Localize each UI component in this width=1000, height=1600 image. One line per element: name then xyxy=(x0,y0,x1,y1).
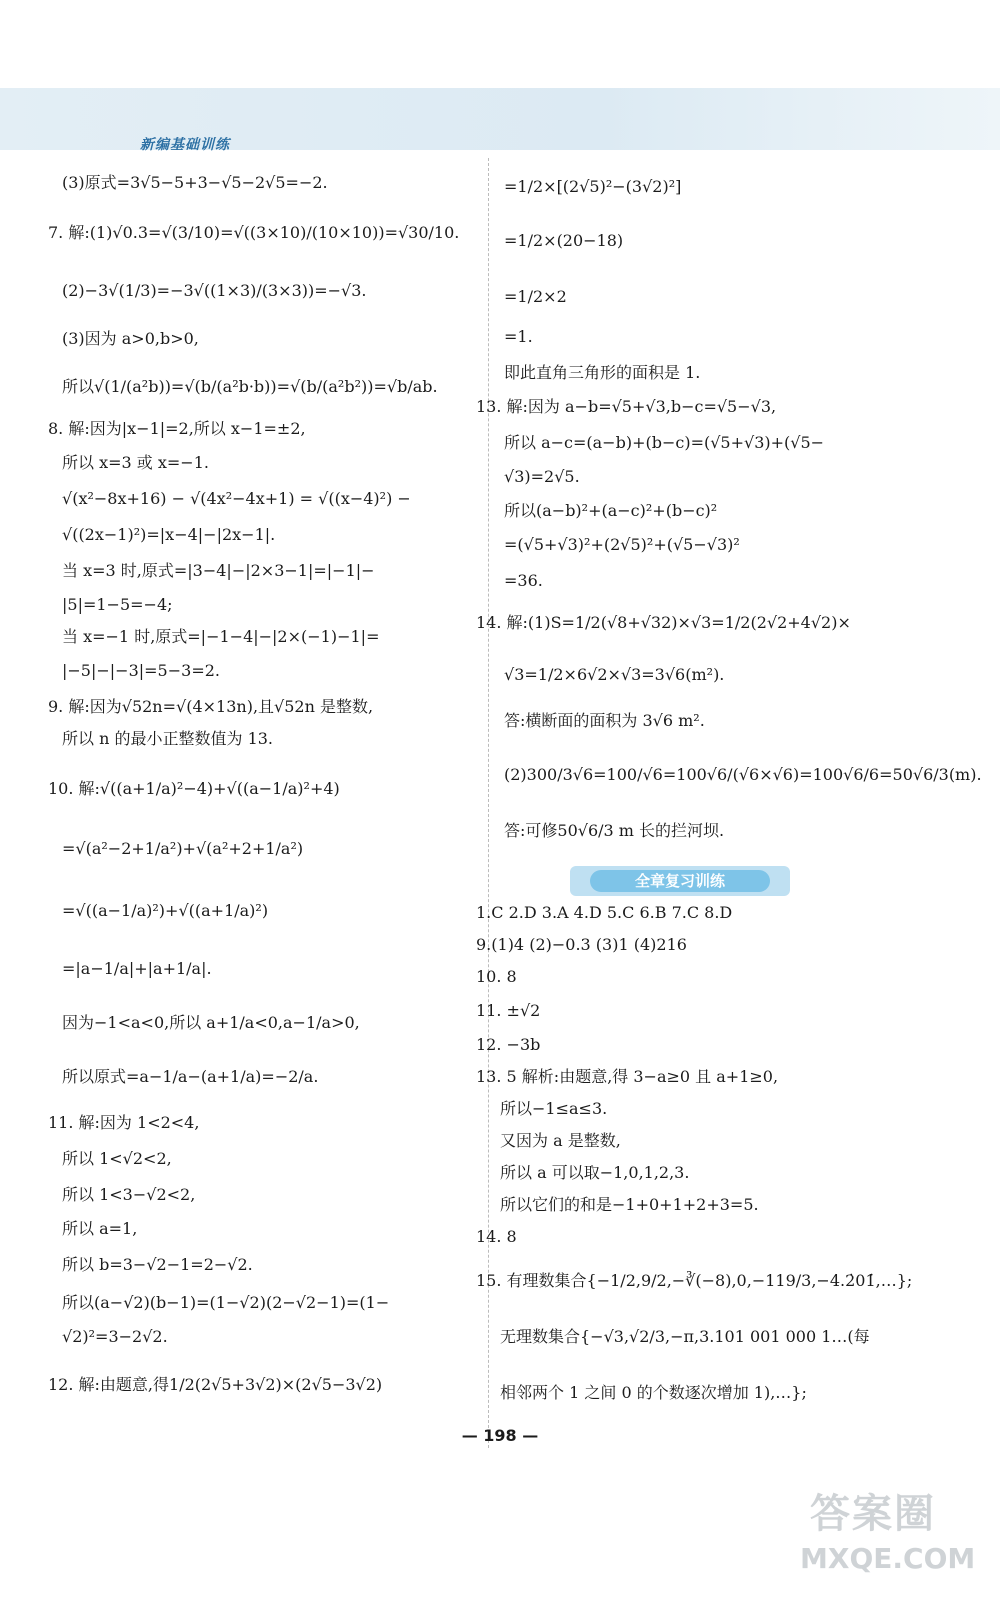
right-line: 14. 解:(1)S=1/2(√8+√32)×√3=1/2(2√2+4√2)× xyxy=(476,613,851,632)
left-line: 9. 解:因为√52n=√(4×13n),且√52n 是整数, xyxy=(48,697,374,716)
right-line: 所以−1≤a≤3. xyxy=(500,1099,608,1118)
left-line: 8. 解:因为|x−1|=2,所以 x−1=±2, xyxy=(48,419,306,438)
right-line: 答:横断面的面积为 3√6 m². xyxy=(504,711,705,730)
right-line: 13. 解:因为 a−b=√5+√3,b−c=√5−√3, xyxy=(476,397,777,416)
right-line: 14. 8 xyxy=(476,1227,517,1246)
column-divider xyxy=(488,158,489,1448)
left-line: (2)−3√(1/3)=−3√((1×3)/(3×3))=−√3. xyxy=(62,281,367,300)
right-line: 相邻两个 1 之间 0 的个数逐次增加 1),…}; xyxy=(500,1383,807,1402)
left-line: 所以 b=3−√2−1=2−√2. xyxy=(62,1255,253,1274)
right-line: 所以 a−c=(a−b)+(b−c)=(√5+√3)+(√5− xyxy=(504,433,825,452)
right-line: =36. xyxy=(504,571,543,590)
left-line: |5|=1−5=−4; xyxy=(62,595,173,614)
right-line: 所以(a−b)²+(a−c)²+(b−c)² xyxy=(504,501,718,520)
left-line: 所以 x=3 或 x=−1. xyxy=(62,453,209,472)
right-line: =1. xyxy=(504,327,533,346)
left-line: 12. 解:由题意,得1/2(2√5+3√2)×(2√5−3√2) xyxy=(48,1375,383,1394)
left-line: 10. 解:√((a+1/a)²−4)+√((a−1/a)²+4) xyxy=(48,779,340,798)
left-line: 所以 1<√2<2, xyxy=(62,1149,172,1168)
right-line: √3=1/2×6√2×√3=3√6(m²). xyxy=(504,665,725,684)
left-line: =√((a−1/a)²)+√((a+1/a)²) xyxy=(62,901,269,920)
left-line: 所以 n 的最小正整数值为 13. xyxy=(62,729,274,748)
left-line: 所以(a−√2)(b−1)=(1−√2)(2−√2−1)=(1− xyxy=(62,1293,390,1312)
left-line: (3)原式=3√5−5+3−√5−2√5=−2. xyxy=(62,173,328,192)
watermark-url: MXQE.COM xyxy=(800,1542,976,1575)
right-line: 15. 有理数集合{−1/2,9/2,−∛(−8),0,−119/3,−4.2̇01̇,…}; xyxy=(476,1271,913,1290)
right-line: 所以它们的和是−1+0+1+2+3=5. xyxy=(500,1195,759,1214)
left-line: 当 x=−1 时,原式=|−1−4|−|2×(−1)−1|= xyxy=(62,627,380,646)
right-line: 11. ±√2 xyxy=(476,1001,541,1020)
left-line: 7. 解:(1)√0.3=√(3/10)=√((3×10)/(10×10))=√30/10. xyxy=(48,223,460,242)
right-line: =1/2×2 xyxy=(504,287,567,306)
right-line: 9.(1)4 (2)−0.3 (3)1 (4)216 xyxy=(476,935,687,954)
watermark-logo: 答案圈 xyxy=(810,1491,936,1537)
page-number: — 198 — xyxy=(461,1426,539,1445)
section-tag-label: 全章复习训练 xyxy=(590,870,770,892)
right-line: (2)300/3√6=100/√6=100√6/(√6×√6)=100√6/6=50√6/3(m). xyxy=(504,765,982,784)
left-line: 所以 1<3−√2<2, xyxy=(62,1185,196,1204)
right-line: 即此直角三角形的面积是 1. xyxy=(504,363,701,382)
right-line: 答:可修50√6/3 m 长的拦河坝. xyxy=(504,821,725,840)
right-line: 10. 8 xyxy=(476,967,517,986)
left-line: 所以原式=a−1/a−(a+1/a)=−2/a. xyxy=(62,1067,319,1086)
left-line: 当 x=3 时,原式=|3−4|−|2×3−1|=|−1|− xyxy=(62,561,375,580)
right-line: 12. −3b xyxy=(476,1035,541,1054)
right-line: √3)=2√5. xyxy=(504,467,580,486)
header-title: 新编基础训练 xyxy=(140,137,230,153)
left-line: |−5|−|−3|=5−3=2. xyxy=(62,661,220,680)
right-line: =1/2×[(2√5)²−(3√2)²] xyxy=(504,177,682,196)
left-line: √2)²=3−2√2. xyxy=(62,1327,168,1346)
section-tag xyxy=(570,866,790,896)
left-line: =√(a²−2+1/a²)+√(a²+2+1/a²) xyxy=(62,839,304,858)
left-line: √((2x−1)²)=|x−4|−|2x−1|. xyxy=(62,525,276,544)
left-line: 11. 解:因为 1<2<4, xyxy=(48,1113,200,1132)
right-line: 13. 5 解析:由题意,得 3−a≥0 且 a+1≥0, xyxy=(476,1067,779,1086)
right-line: 所以 a 可以取−1,0,1,2,3. xyxy=(500,1163,690,1182)
right-line: 无理数集合{−√3,√2/3,−π,3.101 001 000 1…(每 xyxy=(500,1327,870,1346)
right-line: 1.C 2.D 3.A 4.D 5.C 6.B 7.C 8.D xyxy=(476,903,733,922)
left-line: (3)因为 a>0,b>0, xyxy=(62,329,199,348)
right-line: =(√5+√3)²+(2√5)²+(√5−√3)² xyxy=(504,535,740,554)
left-line: √(x²−8x+16) − √(4x²−4x+1) = √((x−4)²) − xyxy=(62,489,411,508)
left-line: 因为−1<a<0,所以 a+1/a<0,a−1/a>0, xyxy=(62,1013,360,1032)
right-line: =1/2×(20−18) xyxy=(504,231,624,250)
right-line: 又因为 a 是整数, xyxy=(500,1131,621,1150)
left-line: 所以 a=1, xyxy=(62,1219,138,1238)
left-line: 所以√(1/(a²b))=√(b/(a²b·b))=√(b/(a²b²))=√b/ab. xyxy=(62,377,438,396)
left-line: =|a−1/a|+|a+1/a|. xyxy=(62,959,212,978)
